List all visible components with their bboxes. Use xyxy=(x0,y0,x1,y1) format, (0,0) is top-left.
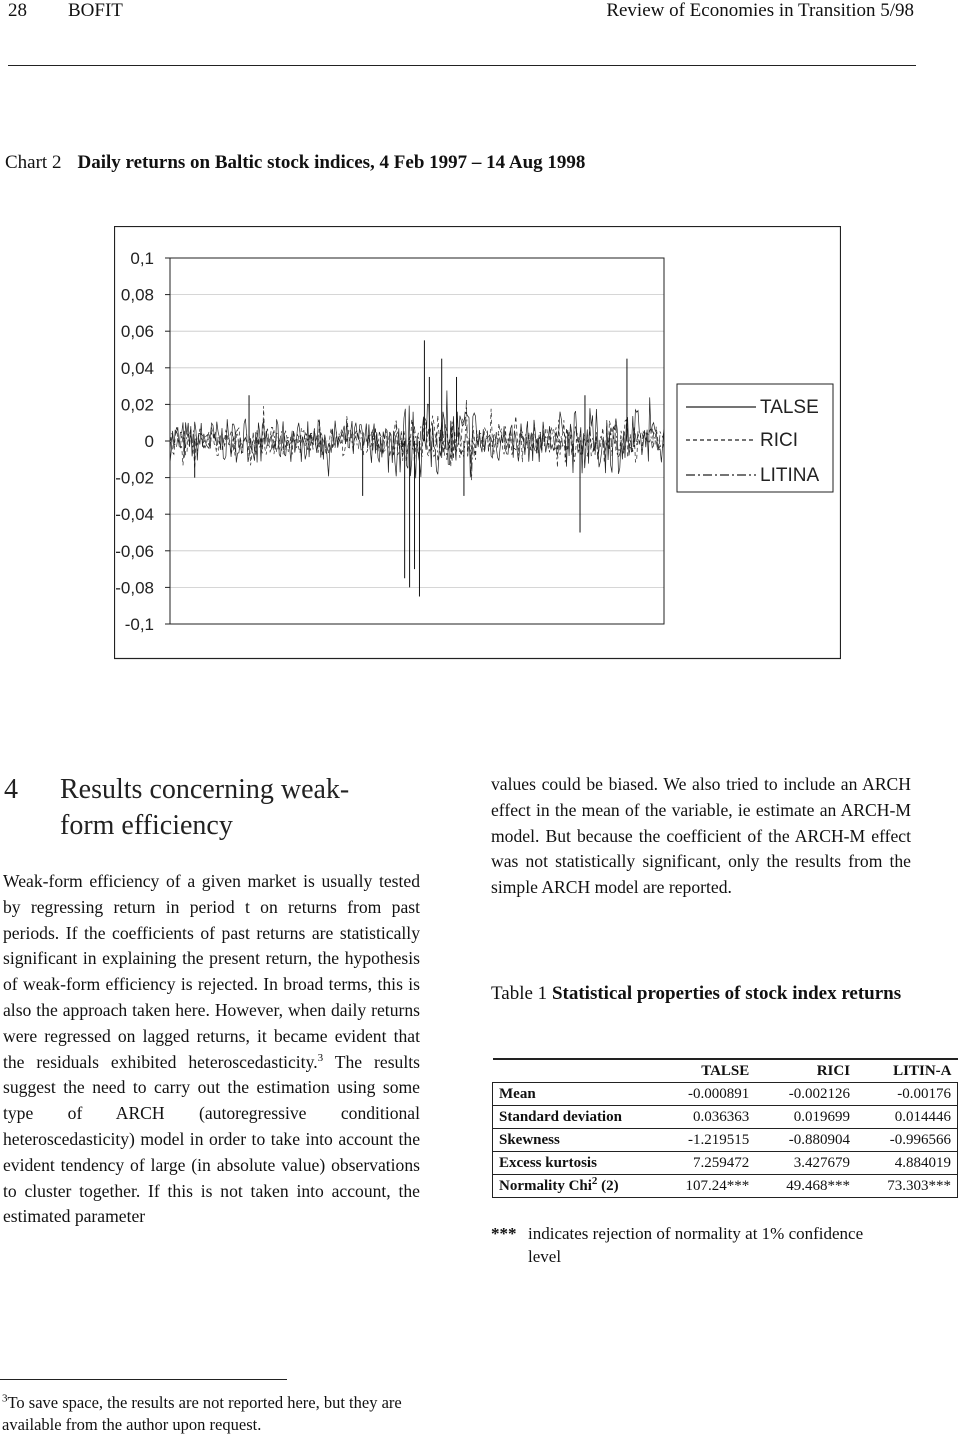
chart-legend xyxy=(677,384,833,492)
table-note-line1: indicates rejection of normality at 1% confidence xyxy=(528,1224,864,1243)
normality-label: Normality Chi xyxy=(499,1178,592,1194)
table-row-label xyxy=(493,1175,655,1198)
footnote-text: To save space, the results are not reported here, but they are available from the author upon request. xyxy=(2,1393,402,1434)
table-cell: 0.019699 xyxy=(793,1109,851,1125)
table-row xyxy=(493,1106,958,1129)
table-cell: -0.880904 xyxy=(788,1132,851,1148)
statistics-table xyxy=(492,1058,958,1198)
section-title-line2: form efficiency xyxy=(60,810,233,841)
table-col-header: LITIN-A xyxy=(856,1059,957,1083)
table-note-line2: level xyxy=(528,1247,562,1266)
table-cell: -0.002126 xyxy=(788,1086,851,1102)
footnote-rule xyxy=(0,1379,287,1380)
table-row xyxy=(493,1083,958,1106)
left-column-paragraph xyxy=(3,869,420,1230)
table-row-label: Standard deviation xyxy=(499,1109,622,1125)
chart-caption-label: Chart 2 xyxy=(5,152,62,173)
y-tick-label: -0,02 xyxy=(115,468,154,488)
table-col-header: RICI xyxy=(755,1059,856,1083)
publisher-name: BOFIT xyxy=(68,0,123,21)
left-text-part2: The results suggest the need to carry out the estimation using some type of ARCH (autoregressive conditional heteroscedasticity) model in order to take into account the evident tendency of large (in absolute value) observations to cluster together. If this is not taken into account, the estimated parameter xyxy=(3,1051,420,1227)
table-note xyxy=(491,1222,931,1268)
returns-chart xyxy=(114,226,841,660)
footnote-number: 3 xyxy=(2,1392,8,1405)
table-row-label: Excess kurtosis xyxy=(499,1155,597,1171)
table-cell: 4.884019 xyxy=(894,1155,951,1171)
table-row xyxy=(493,1152,958,1175)
chart-caption-title: Daily returns on Baltic stock indices, 4 Feb 1997 – 14 Aug 1998 xyxy=(77,152,586,173)
table-row xyxy=(493,1129,958,1152)
right-column-paragraph: values could be biased. We also tried to include an ARCH effect in the mean of the variable, ie estimate an ARCH-M model. But because the coefficient of the ARCH-M effect was not statistically significant, only the results from the simple ARCH model are reported. xyxy=(491,774,911,898)
footnote-reference[interactable]: 3 xyxy=(317,1051,324,1064)
table-header-row xyxy=(493,1059,958,1083)
y-tick-label: 0,04 xyxy=(120,358,154,378)
table-row xyxy=(493,1175,958,1198)
y-tick-label: -0,08 xyxy=(115,578,154,598)
table-cell: -0.00176 xyxy=(897,1086,951,1102)
table-cell: 3.427679 xyxy=(793,1155,851,1171)
y-tick-label: 0,1 xyxy=(130,249,154,268)
section-heading xyxy=(4,772,404,844)
table-cell: -1.219515 xyxy=(688,1132,750,1148)
table-cell: 0.036363 xyxy=(693,1109,750,1125)
table-note-stars: *** xyxy=(491,1224,517,1243)
table-cell: -0.000891 xyxy=(688,1086,750,1102)
normality-label-sup: 2 xyxy=(591,1175,598,1187)
y-tick-label: -0,06 xyxy=(115,541,154,561)
table-cell: 73.303*** xyxy=(887,1178,951,1194)
table-caption xyxy=(491,980,931,1007)
table-col-header: TALSE xyxy=(655,1059,756,1083)
journal-title: Review of Economies in Transition 5/98 xyxy=(606,0,914,21)
footnote xyxy=(2,1392,432,1436)
y-tick-label: 0,08 xyxy=(120,285,154,305)
table-cell: 107.24*** xyxy=(685,1178,750,1194)
normality-label-suffix: (2) xyxy=(597,1178,619,1194)
table-caption-title: Statistical properties of stock index returns xyxy=(551,983,902,1004)
y-tick-label: 0,06 xyxy=(120,322,154,342)
section-number: 4 xyxy=(4,774,18,805)
legend-litina-label: LITINA xyxy=(760,465,820,486)
table-cell: 0.014446 xyxy=(894,1109,951,1125)
table-row-label: Mean xyxy=(499,1086,536,1102)
table-cell: -0.996566 xyxy=(889,1132,951,1148)
chart-caption xyxy=(5,152,585,174)
y-tick-label: 0,02 xyxy=(120,395,154,415)
table-row-label: Skewness xyxy=(499,1132,560,1148)
y-tick-label: 0 xyxy=(144,432,154,451)
y-tick-label: -0,1 xyxy=(124,615,154,634)
y-tick-label: -0,04 xyxy=(115,505,154,525)
table-cell: 7.259472 xyxy=(693,1155,750,1171)
table-cell: 49.468*** xyxy=(786,1178,851,1194)
table-caption-label: Table 1 xyxy=(491,983,548,1004)
left-text-part1: Weak-form efficiency of a given market is usually tested by regressing return in period t on returns from past periods. If the coefficients of past returns are statistically significant in explaining the present return, the hypothesis of weak-form efficiency is rejected. In broad terms, this is also the approach taken here. However, when daily returns were regressed on lagged returns, it became evident that the residuals exhibited heteroscedasticity. xyxy=(3,871,420,1072)
legend-rici-label: RICI xyxy=(760,430,798,451)
section-title-line1: Results concerning weak- xyxy=(60,774,350,805)
header-rule xyxy=(8,65,916,66)
legend-talse-label: TALSE xyxy=(760,397,819,418)
page-number: 28 xyxy=(8,0,27,21)
table-header-blank xyxy=(493,1059,655,1083)
